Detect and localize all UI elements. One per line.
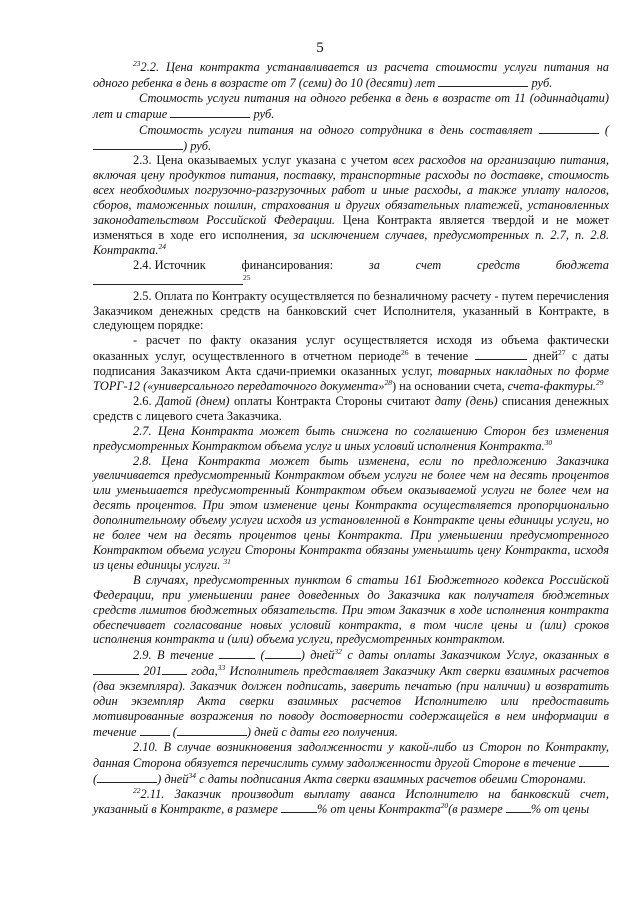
paragraph-2-3 [93,153,609,257]
blank-field [140,724,170,736]
blank-field [93,273,243,285]
blank-field [579,755,609,767]
paragraph-text: (в размере [448,802,503,817]
paragraph-text: оплаты Контракта Стороны считают [233,393,431,408]
paragraph-2-11 [93,787,609,818]
blank-field [219,647,255,659]
footnote-ref: 31 [223,556,231,566]
paragraph-employee-price: Стоимость услуги питания на одного сотрудника в день составляет () руб. [93,122,609,154]
word: средств [476,257,520,272]
blank-field [539,122,599,134]
paragraph-tail: ) руб. [183,138,212,153]
footnote-ref: 23 [133,58,141,68]
paragraph-2-7 [93,424,609,454]
document-body [93,60,609,817]
paragraph-text: дней [532,349,559,364]
paragraph-text: % от цены Контракта [316,802,441,817]
footnote-ref: 29 [595,377,604,387]
paragraph-text: года, [191,664,218,679]
paragraph-2-5 [93,289,609,334]
footnote-ref: 22 [133,785,141,795]
paragraph-2-8 [93,454,609,573]
paragraph-text: 2.9. В течение [133,648,214,663]
paragraph-text: списания денежных средств с лицевого счета Заказчика. [93,393,609,423]
paragraph-text: 2.11. Заказчик производит выплату аванса Исполнителю на банковский счет, указанный в Контракте, в размере [93,786,609,817]
footnote-ref: 26 [400,348,409,358]
paragraph-text: Стоимость услуги питания на одного сотрудника в день составляет [139,122,533,137]
paragraph-text: 2.2. Цена контракта устанавливается из расчета стоимости услуги питания на одного ребенка в день в возрасте от 7 (семи) до 10 (десяти) лет [93,60,609,90]
blank-field [170,106,250,118]
blank-field [177,724,247,736]
footnote-ref: 27 [558,348,566,358]
paragraph-2-10 [93,740,609,787]
paragraph-tail: руб. [531,75,553,90]
paragraph-budget-code [93,573,609,648]
paragraph-2-2 [93,60,609,91]
paragraph-text: ( [260,648,265,663]
paragraph-tail: руб. [253,106,275,121]
blank-field [162,663,187,675]
word: счет [415,257,442,272]
blank-field [93,138,183,150]
footnote-ref: 34 [188,770,196,780]
paragraph-text: Датой (днем) [155,393,230,408]
paragraph-text: за исключением случаев, предусмотренных п. 2.7, п. 2.8. Контракта. [93,227,609,257]
paragraph-text: 2.3. Цена оказываемых услуг указана с учетом [133,153,389,168]
paragraph-2-9 [93,647,609,739]
footnote-ref: 24 [158,241,166,251]
paragraph-text: 2.5. Оплата по Контракту осуществляется по безналичному расчету - путем перечисления Заказчиком денежных средств на банковский счет Исполнителя, указанный в Контракте, в следующем порядке: [93,288,609,333]
blank-field [281,801,317,813]
paragraph-text: 201 [143,664,162,679]
paragraph-text: в течение [414,349,469,364]
paragraph-child-11-plus [93,91,609,122]
paragraph-text: с даты подписания Заказчиком Акта сдачи-приемки оказанных услуг, [93,349,609,379]
paragraph-2-4 [93,258,609,273]
paragraph-2-6 [93,394,609,424]
paragraph-text: товарных накладных по форме ТОРГ-12 («универсального передаточного документа» [93,364,609,394]
financing-source-blank [93,273,609,289]
page-number: 5 [316,40,324,56]
paragraph-text: всех расходов на организацию питания, включая цену продуктов питания, поставку, транспортные расходы по доставке, стоимость всех необходимых погрузочно-разгрузочных работ и иные расходы, а также уплату налогов, сборов, таможенных пошлин, страхования и других обязательных платежей, установленных законодательством Российской Федерации. [93,153,609,228]
blank-field [438,75,528,87]
paragraph-text: с даты подписания Акта сверки взаимных расчетов обеими Сторонами. [199,771,587,786]
paragraph-text: с даты оплаты Заказчиком Услуг, оказанных в [347,648,610,663]
blank-field [93,663,139,675]
paragraph-text: счета-фактуры. [507,379,596,394]
paragraph-text: 2.10. В случае возникновения задолженности у какой-либо из Сторон по Контракту, данная Сторона обязуется перечислить сумму задолженности другой Стороне в течение [93,739,609,770]
footnote-ref: 25 [243,272,251,282]
blank-field [475,348,527,360]
paragraph-text: Исполнитель представляет Заказчику Акт сверки взаимных расчетов (два экземпляра). Заказчик должен подписать, заверить печатью (при наличии) и возвратить один экземпляр Акта сверки взаимных расчетов Исполнителю или предоставить мотивированные возражения по поводу достоверности содержащейся в нем информации в течение [93,664,609,739]
paragraph-text: ) дней [300,648,335,663]
financing-source-line [133,258,609,273]
footnote-ref: 20 [440,801,449,811]
footnote-ref: 28 [384,377,392,387]
paragraph-2-5-payment [93,333,609,394]
paragraph-text: В случаях, предусмотренных пунктом 6 статьи 161 Бюджетного кодекса Российской Федерации, при уменьшении ранее доведенных до Заказчика как получателя бюджетных средств лимитов бюджетных обязательств. При этом Заказчик в ходе исполнения контракта обеспечивает согласование новых условий контракта, в том числе цены и (или) сроков исполнения контракта и (или) объема услуги, предусмотренных контрактом. [93,572,609,647]
paragraph-text: 2.8. Цена Контракта может быть изменена, если по предложению Заказчика увеличивается предусмотренный Контрактом объем услуги не более чем на десять процентов или уменьшается предусмотренный Контрактом объем оказываемой услуги не более чем на десять процентов. При этом изменение цены Контракта осуществляется пропорционально дополнительному объему услуги исходя из установленной в Контракте цены единицы услуги, но не более чем на десять процентов цены Контракта. При уменьшении предусмотренного Контрактом объема услуги Стороны Контракта обязаны уменьшить цену Контракта, исходя из цены единицы услуги. [93,453,609,572]
paragraph-text: ) на основании счета, [391,379,505,394]
paragraph-text: Стоимость услуги питания на одного ребенка в день в возрасте от 11 (одиннадцати) лет и старше [93,90,609,121]
paragraph-text: Цена Контракта является твердой и не может изменяться в ходе его исполнения, [93,213,609,242]
paragraph-text: 2.6. [133,393,152,408]
paragraph-text: ( [93,771,98,786]
blank-field [265,647,301,659]
blank-field [97,771,157,783]
footnote-ref: 32 [334,647,342,657]
word: финансирования: [241,257,334,272]
word: за [368,257,380,272]
word: 2.4. Источник [133,257,206,272]
footnote-ref: 33 [217,663,226,673]
word: бюджета [555,257,609,272]
paragraph-text: ) дней с даты его получения. [246,724,398,739]
paragraph-text: - расчет по факту оказания услуг осуществляется исходя из объема фактически оказанных услуг, осуществленного в отчетном периоде [93,333,609,364]
paragraph-text: ) дней [157,771,189,786]
paragraph-text: % от цены [530,802,590,817]
paragraph-text: дату (день) [434,393,498,408]
blank-field [506,801,531,813]
footnote-ref: 30 [544,437,553,447]
paragraph-text: 2.7. Цена Контракта может быть снижена по соглашению Сторон без изменения предусмотренных Контрактом объема услуг и иных условий исполнения Контракта. [93,423,609,453]
paragraph-text: ( [172,724,177,739]
